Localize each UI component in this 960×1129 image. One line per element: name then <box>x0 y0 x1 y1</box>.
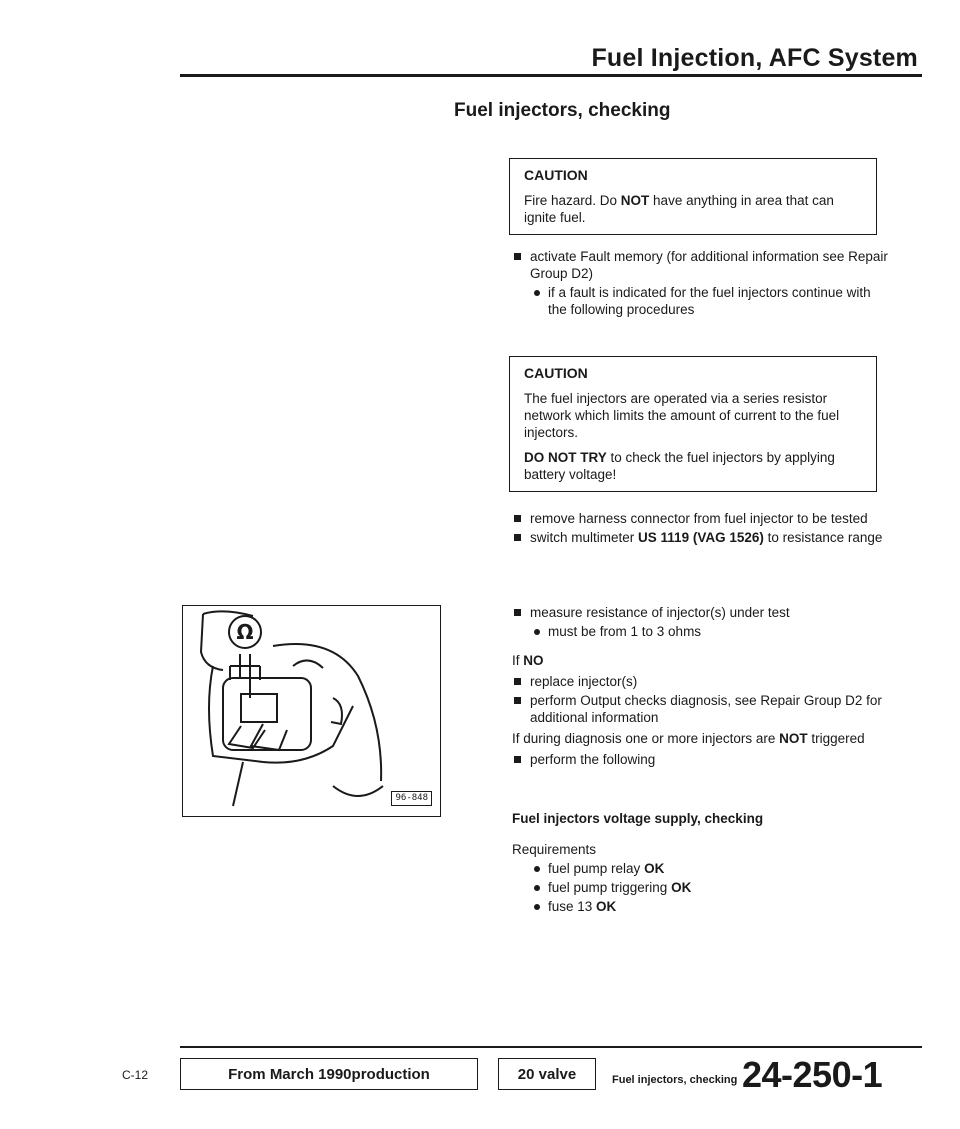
caution-heading: CAUTION <box>524 167 588 183</box>
section-title: Fuel injectors, checking <box>454 100 671 121</box>
footer-rule <box>180 1046 922 1048</box>
page-code: C-12 <box>122 1068 149 1082</box>
list-item: replace injector(s) <box>512 673 892 690</box>
list-item: switch multimeter US 1119 (VAG 1526) to resistance range <box>512 529 892 546</box>
production-badge: From March 1990 production <box>180 1058 478 1090</box>
header-rule <box>180 74 922 77</box>
caution-text: The fuel injectors are operated via a series resistor network which limits the amount of current to the fuel injectors. <box>524 391 840 440</box>
page-header-title: Fuel Injection, AFC System <box>591 44 918 72</box>
requirement-item: fuel pump relay OK <box>530 860 892 877</box>
figure-reference: 96-848 <box>391 791 432 806</box>
list-item: activate Fault memory (for additional information see Repair Group D2) <box>512 248 892 282</box>
sub-list-item: must be from 1 to 3 ohms <box>530 623 892 640</box>
steps-fault-memory <box>512 248 892 320</box>
requirement-item: fuse 13 OK <box>530 898 892 915</box>
condition-text: If during diagnosis one or more injectors are NOT triggered <box>512 731 865 746</box>
subsection-voltage-supply <box>512 810 892 917</box>
list-item: perform the following <box>512 751 892 768</box>
sub-list-item: if a fault is indicated for the fuel injectors continue with the following procedures <box>530 284 892 318</box>
caution-warning: DO NOT TRY to check the fuel injectors by applying battery voltage! <box>524 450 835 482</box>
caution-heading: CAUTION <box>524 365 588 381</box>
list-item: measure resistance of injector(s) under test <box>512 604 892 621</box>
caution-box-injectors <box>509 356 877 492</box>
footer-section-title: Fuel injectors, checking <box>612 1074 738 1086</box>
page-number: 24-250-1 <box>742 1054 883 1095</box>
subsection-title: Fuel injectors voltage supply, checking <box>512 811 764 826</box>
steps-measure <box>512 604 892 770</box>
caution-box-fire <box>509 158 877 235</box>
valve-badge: 20 valve <box>498 1058 596 1090</box>
requirements-label: Requirements <box>512 842 597 857</box>
injector-resistance-figure <box>182 605 441 817</box>
caution-text: Fire hazard. Do NOT have anything in area that can ignite fuel. <box>524 193 834 225</box>
ohm-symbol: Ω <box>236 620 254 644</box>
requirement-item: fuel pump triggering OK <box>530 879 892 896</box>
list-item: perform Output checks diagnosis, see Repair Group D2 for additional information <box>512 692 892 726</box>
injector-connector-illustration <box>183 606 439 815</box>
if-no-label: If NO <box>512 653 544 668</box>
list-item: remove harness connector from fuel injector to be tested <box>512 510 892 527</box>
steps-multimeter <box>512 510 892 548</box>
